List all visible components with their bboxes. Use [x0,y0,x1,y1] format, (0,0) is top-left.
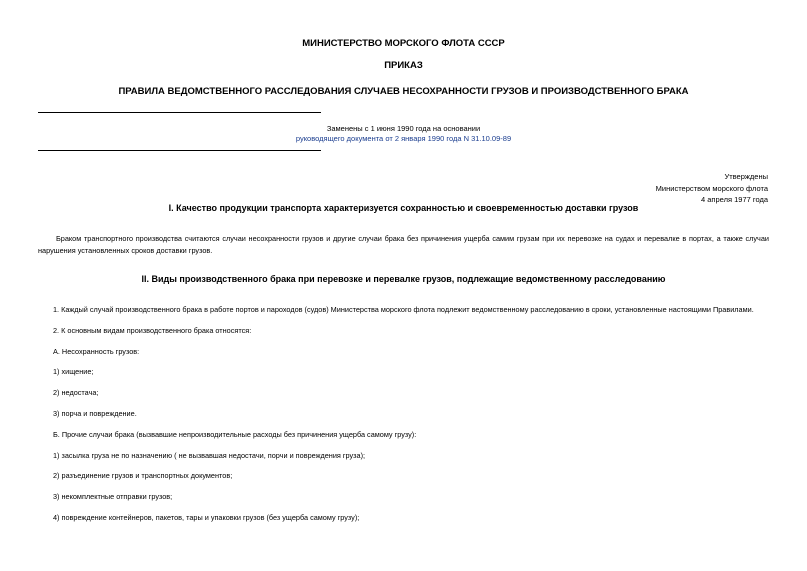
section1-paragraph: Браком транспортного производства считаются случаи несохранности грузов и другие случаи брака без причинения ущерба самим грузам при их перевозке на судах и перевалке в портах, а также случаи нарушения установленных сроков доставки грузов. [38,234,769,255]
list-item: 2) разъединение грузов и транспортных документов; [53,471,233,480]
approval-line2: Министерством морского флота [655,183,768,193]
document-title: ПРАВИЛА ВЕДОМСТВЕННОГО РАССЛЕДОВАНИЯ СЛУЧАЕВ НЕСОХРАННОСТИ ГРУЗОВ И ПРОИЗВОДСТВЕННОГО БРАКА [118,86,689,97]
list-item: 1) хищение; [53,367,94,376]
list-item: 2) недостача; [53,388,99,397]
divider-bottom [38,150,321,151]
divider-top [38,112,321,113]
approval-line1: Утверждены [724,172,768,181]
replacement-document-link[interactable]: руководящего документа от 2 января 1990 года N 31.10.09-89 [295,134,512,143]
ministry-title: МИНИСТЕРСТВО МОРСКОГО ФЛОТА СССР [302,38,505,49]
list-item: Б. Прочие случаи брака (вызвавшие непроизводительные расходы без причинения ущерба самому грузу): [53,430,417,439]
list-item: А. Несохранность грузов: [53,347,140,356]
list-item: 1) засылка груза не по назначению ( не вызвавшая недостачи, порчи и повреждения груза); [53,451,366,460]
section1-heading: I. Качество продукции транспорта характеризуется сохранностью и своевременностью доставки грузов [168,203,639,213]
list-item: 2. К основным видам производственного брака относятся: [53,326,252,335]
replaced-notice-link-line [0,134,807,143]
approval-block [656,171,768,206]
list-item: 1. Каждый случай производственного брака в работе портов и пароходов (судов) Министерства морского флота подлежит ведомственному расследованию в сроки, установленные настоящими Правилами. [53,305,754,314]
list-item: 3) некомплектные отправки грузов; [53,492,173,501]
list-item: 3) порча и повреждение. [53,409,137,418]
approval-line3: 4 апреля 1977 года [701,195,768,204]
list-item: 4) повреждение контейнеров, пакетов, тары и упаковки грузов (без ущерба самому грузу); [53,513,360,522]
replaced-notice-line1: Заменены с 1 июня 1990 года на основании [326,124,481,133]
section2-heading: II. Виды производственного брака при перевозке и перевалке грузов, подлежащие ведомственному расследованию [141,274,666,284]
document-type: ПРИКАЗ [384,60,423,71]
